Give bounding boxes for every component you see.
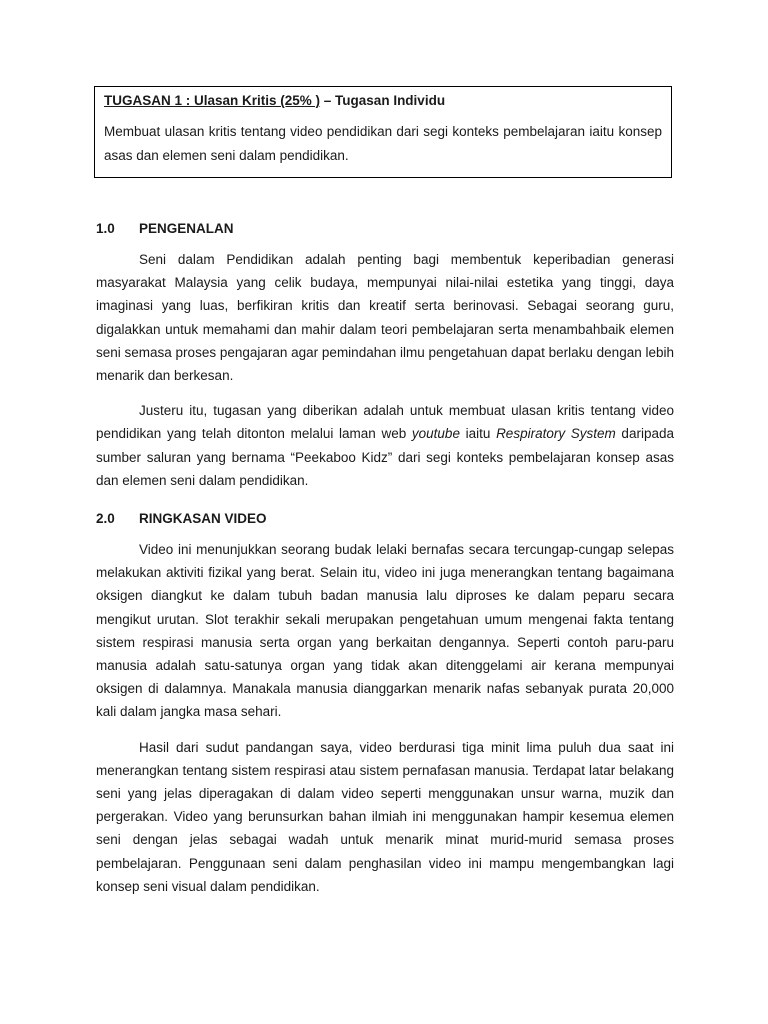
paragraph-italic-text: youtube xyxy=(411,426,460,442)
task-description: Membuat ulasan kritis tentang video pendidikan dari segi konteks pembelajaran iaitu konsep asas dan elemen seni dalam pendidikan. xyxy=(104,124,662,163)
task-title-label: TUGASAN 1 : Ulasan Kritis (25% ) xyxy=(104,93,321,108)
task-title-suffix: – Tugasan Individu xyxy=(320,93,446,108)
section-heading xyxy=(96,510,674,528)
section-heading xyxy=(96,220,674,238)
task-box xyxy=(94,86,672,178)
paragraph-text: iaitu xyxy=(459,426,497,442)
paragraph xyxy=(96,399,674,492)
paragraph: Seni dalam Pendidikan adalah penting bagi membentuk keperibadian generasi masyarakat Malaysia yang celik budaya, mempunyai nilai-nilai estetika yang tinggi, daya imaginasi yang luas, berfikiran kritis dan kreatif serta berinovasi. Sebagai seorang guru, digalakkan untuk memahami dan mahir dalam teori pembelajaran serta menambahbaik elemen seni semasa proses pengajaran agar pemindahan ilmu pengetahuan dapat berlaku dengan lebih menarik dan berkesan. xyxy=(96,252,674,384)
paragraph: Hasil dari sudut pandangan saya, video berdurasi tiga minit lima puluh dua saat ini menerangkan tentang sistem respirasi atau sistem pernafasan manusia. Terdapat latar belakang seni yang jelas diperagakan di dalam video seperti menggunakan unsur warna, muzik dan pergerakan. Video yang berunsurkan bahan ilmiah ini menggunakan hampir kesemua elemen seni dengan jelas sebagai wadah untuk menarik minat murid-murid semasa proses pembelajaran. Penggunaan seni dalam penghasilan video ini mampu mengembangkan lagi konsep seni visual dalam pendidikan. xyxy=(96,739,674,894)
section-title: PENGENALAN xyxy=(139,221,234,236)
section-number: 2.0 xyxy=(96,511,115,526)
task-title xyxy=(104,92,662,110)
section-title: RINGKASAN VIDEO xyxy=(139,511,267,526)
section-pengenalan xyxy=(96,220,674,492)
paragraph-text: daripada sumber saluran yang bernama “Peekaboo Kidz” dari segi konteks pembelajaran konsep asas dan elemen seni dalam pendidikan. xyxy=(96,426,674,488)
section-number: 1.0 xyxy=(96,221,115,236)
paragraph: Video ini menunjukkan seorang budak lelaki bernafas secara tercungap-cungap selepas melakukan aktiviti fizikal yang berat. Selain itu, video ini juga menerangkan tentang bagaimana oksigen diangkut ke dalam tubuh badan manusia lalu diproses ke dalam peparu secara mengikut urutan. Slot terakhir sekali merupakan pengetahuan umum mengenai fakta tentang sistem respirasi manusia serta organ yang berkaitan dengannya. Seperti contoh paru-paru manusia adalah satu-satunya organ yang tidak akan ditenggelami air kerana mempunyai oksigen di dalamnya. Manakala manusia dianggarkan menarik nafas sebanyak purata 20,000 kali dalam jangka masa sehari. xyxy=(96,542,674,720)
paragraph-text: Justeru itu, tugasan yang diberikan adalah untuk membuat ulasan kritis tentang video pendidikan yang telah ditonton melalui laman web xyxy=(96,403,674,442)
paragraph-italic-text: Respiratory System xyxy=(496,426,616,442)
section-ringkasan-video xyxy=(96,510,674,898)
